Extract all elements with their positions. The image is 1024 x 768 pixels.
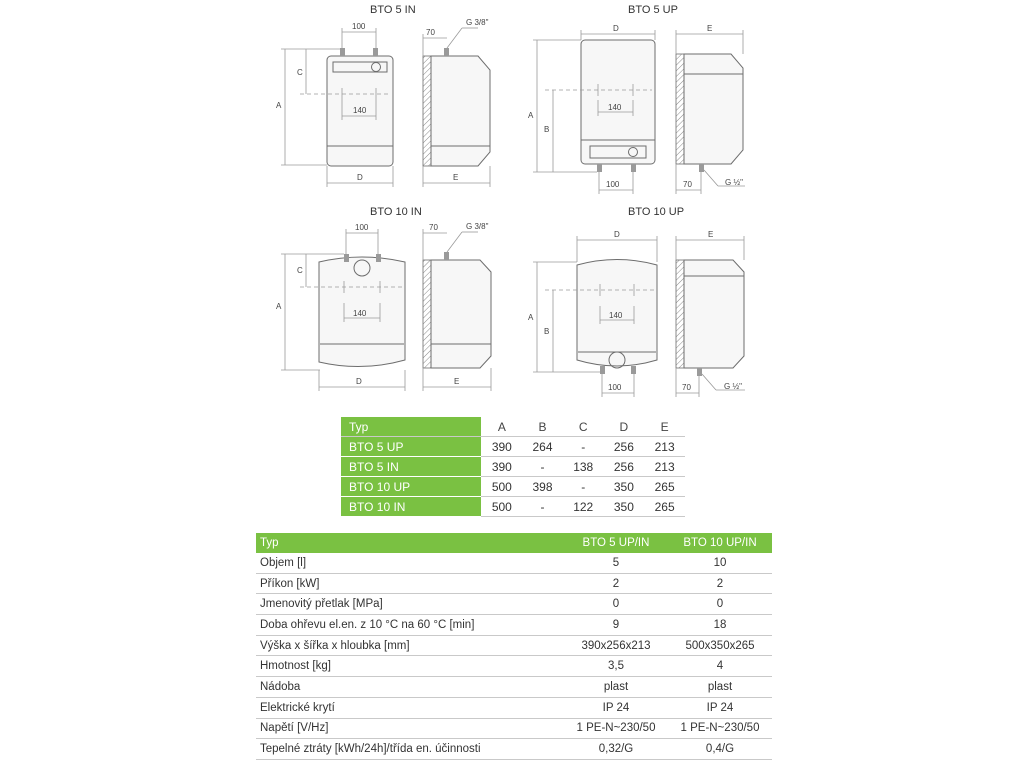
- svg-text:C: C: [297, 266, 303, 275]
- spec-label: Elektrické krytí: [256, 697, 564, 718]
- table-cell: 390: [481, 437, 522, 457]
- spec-value: 4: [668, 656, 772, 677]
- svg-text:70: 70: [426, 28, 435, 37]
- svg-text:A: A: [276, 101, 282, 110]
- drawing-bto-10-up: [528, 206, 745, 397]
- column-header: Typ: [256, 533, 564, 553]
- svg-text:E: E: [707, 24, 713, 33]
- svg-text:100: 100: [352, 22, 366, 31]
- spec-value: 0,32/G: [564, 739, 668, 760]
- spec-value: plast: [668, 677, 772, 698]
- table-cell: 500: [481, 477, 522, 497]
- drawing-title: BTO 10 IN: [370, 206, 422, 218]
- spec-label: Nádoba: [256, 677, 564, 698]
- svg-text:D: D: [356, 377, 362, 386]
- spec-value: plast: [564, 677, 668, 698]
- svg-text:140: 140: [608, 103, 622, 112]
- table-cell: 256: [604, 457, 645, 477]
- svg-text:A: A: [276, 302, 282, 311]
- column-header: B: [522, 417, 563, 437]
- column-header: E: [644, 417, 685, 437]
- specifications-table: [256, 533, 772, 760]
- spec-value: 1 PE-N~230/50: [564, 718, 668, 739]
- row-model: BTO 5 UP: [341, 437, 481, 457]
- svg-text:C: C: [297, 68, 303, 77]
- spec-value: IP 24: [564, 697, 668, 718]
- spec-value: IP 24: [668, 697, 772, 718]
- drawing-title: BTO 10 UP: [628, 206, 685, 218]
- row-model: BTO 10 UP: [341, 477, 481, 497]
- table-cell: 398: [522, 477, 563, 497]
- svg-text:70: 70: [429, 223, 438, 232]
- svg-text:A: A: [528, 111, 534, 120]
- column-header: BTO 5 UP/IN: [564, 533, 668, 553]
- table-cell: 350: [604, 497, 645, 517]
- drawing-bto-5-up: [528, 4, 745, 194]
- dimensions-table: [341, 417, 685, 517]
- table-header-row: [341, 417, 685, 437]
- row-model: BTO 5 IN: [341, 457, 481, 477]
- spec-value: 10: [668, 553, 772, 573]
- table-row: [256, 573, 772, 594]
- svg-text:D: D: [613, 24, 619, 33]
- spec-label: Příkon [kW]: [256, 573, 564, 594]
- svg-text:E: E: [453, 173, 459, 182]
- table-row: [256, 697, 772, 718]
- table-cell: 256: [604, 437, 645, 457]
- svg-text:D: D: [614, 230, 620, 239]
- table-row: [256, 718, 772, 739]
- svg-text:140: 140: [609, 311, 623, 320]
- row-model: BTO 10 IN: [341, 497, 481, 517]
- table-header-row: [256, 533, 772, 553]
- svg-text:E: E: [454, 377, 460, 386]
- table-cell: 390: [481, 457, 522, 477]
- column-header: Typ: [341, 417, 481, 437]
- spec-label: Napětí [V/Hz]: [256, 718, 564, 739]
- spec-value: 3,5: [564, 656, 668, 677]
- table-cell: 350: [604, 477, 645, 497]
- svg-text:140: 140: [353, 106, 367, 115]
- table-cell: 138: [563, 457, 604, 477]
- table-row: [256, 615, 772, 636]
- table-cell: 213: [644, 437, 685, 457]
- svg-text:100: 100: [606, 180, 620, 189]
- svg-text:B: B: [544, 327, 550, 336]
- table-row: [256, 635, 772, 656]
- spec-label: Doba ohřevu el.en. z 10 °C na 60 °C [min]: [256, 615, 564, 636]
- table-cell: 265: [644, 477, 685, 497]
- table-cell: 500: [481, 497, 522, 517]
- column-header: D: [604, 417, 645, 437]
- spec-value: 5: [564, 553, 668, 573]
- table-cell: -: [563, 477, 604, 497]
- column-header: BTO 10 UP/IN: [668, 533, 772, 553]
- svg-text:G 3/8": G 3/8": [466, 18, 489, 27]
- spec-value: 18: [668, 615, 772, 636]
- table-cell: -: [522, 497, 563, 517]
- table-cell: 122: [563, 497, 604, 517]
- spec-value: 500x350x265: [668, 635, 772, 656]
- table-row: [341, 497, 685, 517]
- table-cell: 264: [522, 437, 563, 457]
- svg-text:D: D: [357, 173, 363, 182]
- table-row: [256, 739, 772, 760]
- svg-text:100: 100: [608, 383, 622, 392]
- svg-text:100: 100: [355, 223, 369, 232]
- table-row: [256, 677, 772, 698]
- svg-text:G 3/8": G 3/8": [466, 222, 489, 231]
- svg-text:70: 70: [683, 180, 692, 189]
- drawing-bto-5-in: [276, 4, 490, 187]
- table-cell: -: [563, 437, 604, 457]
- svg-text:G ½": G ½": [724, 382, 742, 391]
- table-cell: -: [522, 457, 563, 477]
- table-row: [341, 457, 685, 477]
- svg-text:B: B: [544, 125, 550, 134]
- svg-text:140: 140: [353, 309, 367, 318]
- spec-value: 0: [564, 594, 668, 615]
- spec-label: Tepelné ztráty [kWh/24h]/třída en. účinnosti: [256, 739, 564, 760]
- spec-value: 2: [564, 573, 668, 594]
- table-row: [256, 553, 772, 573]
- svg-text:A: A: [528, 313, 534, 322]
- svg-text:70: 70: [682, 383, 691, 392]
- spec-label: Hmotnost [kg]: [256, 656, 564, 677]
- drawing-title: BTO 5 IN: [370, 4, 416, 16]
- table-cell: 213: [644, 457, 685, 477]
- spec-value: 390x256x213: [564, 635, 668, 656]
- drawing-bto-10-in: [276, 206, 491, 391]
- spec-value: 9: [564, 615, 668, 636]
- spec-label: Výška x šířka x hloubka [mm]: [256, 635, 564, 656]
- spec-label: Jmenovitý přetlak [MPa]: [256, 594, 564, 615]
- table-cell: 265: [644, 497, 685, 517]
- table-row: [341, 437, 685, 457]
- spec-value: 0,4/G: [668, 739, 772, 760]
- spec-value: 1 PE-N~230/50: [668, 718, 772, 739]
- spec-label: Objem [l]: [256, 553, 564, 573]
- spec-value: 0: [668, 594, 772, 615]
- table-row: [341, 477, 685, 497]
- svg-text:G ½": G ½": [725, 178, 743, 187]
- spec-value: 2: [668, 573, 772, 594]
- drawing-title: BTO 5 UP: [628, 4, 678, 16]
- column-header: C: [563, 417, 604, 437]
- table-row: [256, 594, 772, 615]
- column-header: A: [481, 417, 522, 437]
- svg-text:E: E: [708, 230, 714, 239]
- table-row: [256, 656, 772, 677]
